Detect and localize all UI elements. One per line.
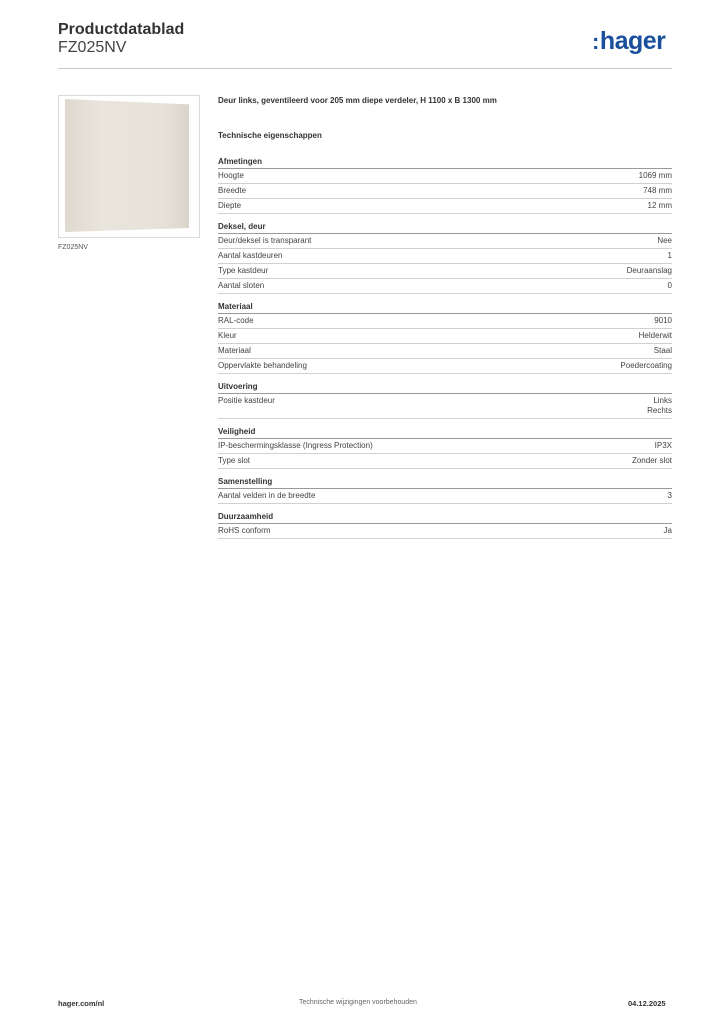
spec-row xyxy=(218,359,672,374)
spec-row xyxy=(218,199,672,214)
product-description: Deur links, geventileerd voor 205 mm diepe verdeler, H 1100 x B 1300 mm xyxy=(218,96,497,105)
spec-row xyxy=(218,454,672,469)
footer-notice: Technische wijzigingen voorbehouden xyxy=(299,999,417,1006)
spec-value: Poedercoating xyxy=(620,361,672,370)
spec-value-line: Rechts xyxy=(647,406,672,415)
spec-row xyxy=(218,169,672,184)
logo-dots-icon: : xyxy=(592,29,599,54)
spec-value-line: Links xyxy=(653,396,672,405)
product-code: FZ025NV xyxy=(58,39,127,56)
spec-label: Positie kastdeur xyxy=(218,396,275,405)
spec-row xyxy=(218,314,672,329)
spec-value: 748 mm xyxy=(643,186,672,195)
section-title: Duurzaamheid xyxy=(218,511,672,524)
spec-label: Materiaal xyxy=(218,346,251,355)
section-materiaal xyxy=(218,301,672,374)
spec-value: 3 xyxy=(667,491,672,500)
spec-label: Aantal sloten xyxy=(218,281,265,290)
spec-label: Type kastdeur xyxy=(218,266,269,275)
tech-properties-heading: Technische eigenschappen xyxy=(218,131,322,140)
spec-row xyxy=(218,394,672,419)
footer-date: 04.12.2025 xyxy=(628,999,666,1008)
section-title: Veiligheid xyxy=(218,426,672,439)
spec-label: IP-beschermingsklasse (Ingress Protection) xyxy=(218,441,373,450)
logo-text: hager xyxy=(599,27,666,55)
spec-value: 1 xyxy=(667,251,672,260)
spec-value: IP3X xyxy=(654,441,672,450)
spec-value: 1069 mm xyxy=(638,171,672,180)
spec-label: Deur/deksel is transparant xyxy=(218,236,312,245)
section-title: Materiaal xyxy=(218,301,672,314)
product-image-caption: FZ025NV xyxy=(58,244,88,251)
spec-label: Kleur xyxy=(218,331,237,340)
spec-value: Deuraanslag xyxy=(626,266,672,275)
spec-row xyxy=(218,264,672,279)
section-deksel-deur xyxy=(218,221,672,294)
hager-logo[interactable] xyxy=(592,26,665,57)
spec-value: Nee xyxy=(657,236,672,245)
product-image xyxy=(58,95,200,238)
spec-row xyxy=(218,184,672,199)
door-panel-image xyxy=(65,99,189,232)
section-uitvoering xyxy=(218,381,672,419)
spec-row xyxy=(218,234,672,249)
spec-value: Zonder slot xyxy=(631,456,672,465)
section-title: Deksel, deur xyxy=(218,221,672,234)
spec-row xyxy=(218,439,672,454)
spec-value: Helderwit xyxy=(638,331,672,340)
footer-website-link[interactable]: hager.com/nl xyxy=(58,999,105,1008)
section-title: Samenstelling xyxy=(218,476,672,489)
spec-row xyxy=(218,524,672,539)
spec-value xyxy=(647,396,672,416)
spec-label: Oppervlakte behandeling xyxy=(218,361,307,370)
spec-row xyxy=(218,329,672,344)
spec-row xyxy=(218,279,672,294)
spec-value: Staal xyxy=(653,346,672,355)
spec-label: Diepte xyxy=(218,201,242,210)
section-title: Uitvoering xyxy=(218,381,672,394)
spec-row xyxy=(218,249,672,264)
spec-value: 0 xyxy=(667,281,672,290)
spec-row xyxy=(218,489,672,504)
spec-label: Hoogte xyxy=(218,171,244,180)
spec-label: RoHS conform xyxy=(218,526,271,535)
section-veiligheid xyxy=(218,426,672,469)
section-afmetingen xyxy=(218,156,672,214)
spec-label: RAL-code xyxy=(218,316,254,325)
spec-value: Ja xyxy=(663,526,672,535)
spec-row xyxy=(218,344,672,359)
header-divider xyxy=(58,68,672,69)
section-title: Afmetingen xyxy=(218,156,672,169)
spec-value: 9010 xyxy=(654,316,672,325)
spec-label: Aantal kastdeuren xyxy=(218,251,283,260)
section-samenstelling xyxy=(218,476,672,504)
spec-table xyxy=(218,156,672,546)
spec-label: Breedte xyxy=(218,186,247,195)
spec-label: Type slot xyxy=(218,456,251,465)
spec-label: Aantal velden in de breedte xyxy=(218,491,316,500)
page-title: Productdatablad xyxy=(58,21,185,38)
spec-value: 12 mm xyxy=(647,201,672,210)
section-duurzaamheid xyxy=(218,511,672,539)
